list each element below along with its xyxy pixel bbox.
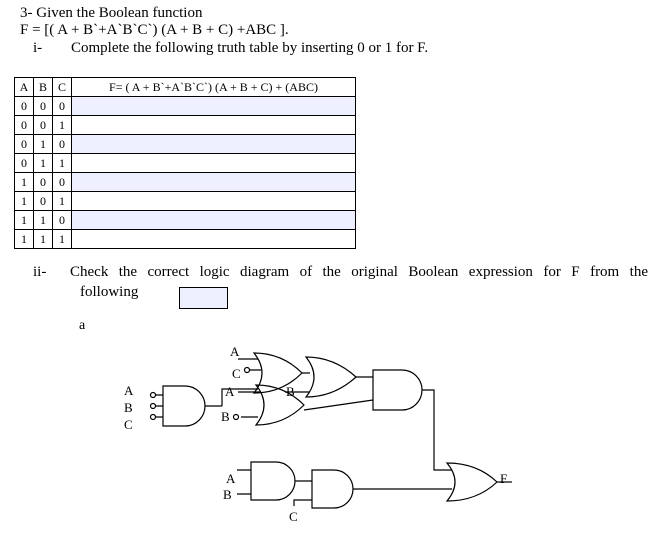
or-gate-final [447, 463, 497, 501]
cell-b: 0 [34, 116, 53, 135]
and4-input-wires [294, 481, 312, 506]
cell-a: 1 [15, 230, 34, 249]
header-a: A [15, 78, 34, 97]
cell-b: 1 [34, 154, 53, 173]
or2-input-wires [238, 392, 260, 417]
label-mid-a: A [225, 384, 235, 399]
cell-c: 1 [53, 230, 72, 249]
cell-c: 1 [53, 192, 72, 211]
label-left-c: C [124, 417, 133, 432]
and3-input-wires [237, 470, 251, 494]
and2-input-wires [304, 377, 373, 410]
part-ii-instruction-cont: following [80, 284, 139, 300]
and-gate-2 [373, 370, 422, 410]
part-i-marker: i- [33, 40, 43, 56]
and-gate-4 [312, 470, 353, 508]
question-title: 3- Given the Boolean function [20, 5, 203, 21]
part-ii-marker: ii- [33, 264, 47, 280]
cell-b: 1 [34, 230, 53, 249]
cell-c: 1 [53, 116, 72, 135]
label-mid-b2: B [286, 384, 295, 399]
cell-b: 0 [34, 173, 53, 192]
boolean-function: F = [( A + B`+A`B`C`) (A + B + C) +ABC ]. [20, 22, 289, 38]
inverter-bubble-b [151, 404, 156, 409]
label-low-a: A [226, 471, 236, 486]
inverter-bubble-or2 [234, 415, 239, 420]
cell-b: 0 [34, 192, 53, 211]
cell-a: 0 [15, 116, 34, 135]
label-low-c: C [289, 509, 298, 524]
or-gate-2 [256, 385, 304, 425]
label-top-a: A [230, 344, 240, 359]
and-gate-3 [251, 462, 295, 500]
and1-input-wires [156, 395, 163, 417]
label-mid-b: B [221, 409, 230, 424]
cell-c: 0 [53, 97, 72, 116]
header-c: C [53, 78, 72, 97]
and-gate-1 [163, 386, 205, 426]
cell-a: 1 [15, 173, 34, 192]
or-gate-3 [306, 357, 356, 397]
cell-c: 0 [53, 135, 72, 154]
cell-c: 0 [53, 173, 72, 192]
part-i-instruction: Complete the following truth table by inserting 0 or 1 for F. [71, 40, 429, 56]
option-a-label: a [79, 318, 86, 333]
cell-b: 1 [34, 135, 53, 154]
cell-a: 1 [15, 211, 34, 230]
label-low-b: B [223, 487, 232, 502]
and2-to-final-or-wire [422, 390, 452, 470]
label-left-b: B [124, 400, 133, 415]
inverter-bubble-or1 [245, 368, 250, 373]
cell-a: 1 [15, 192, 34, 211]
part-ii-instruction: Check the correct logic diagram of the original Boolean expression for F from the [70, 264, 648, 280]
cell-c: 0 [53, 211, 72, 230]
label-left-a: A [124, 383, 134, 398]
cell-a: 0 [15, 97, 34, 116]
header-b: B [34, 78, 53, 97]
label-top-c: C [232, 366, 241, 381]
cell-b: 0 [34, 97, 53, 116]
inverter-bubble-a [151, 393, 156, 398]
inverter-bubble-c [151, 415, 156, 420]
cell-b: 1 [34, 211, 53, 230]
label-out-f: F [500, 471, 508, 486]
cell-a: 0 [15, 135, 34, 154]
header-f: F= ( A + B`+A`B`C`) (A + B + C) + (ABC) [72, 78, 356, 97]
cell-c: 1 [53, 154, 72, 173]
or-gate-1 [254, 353, 302, 393]
cell-a: 0 [15, 154, 34, 173]
